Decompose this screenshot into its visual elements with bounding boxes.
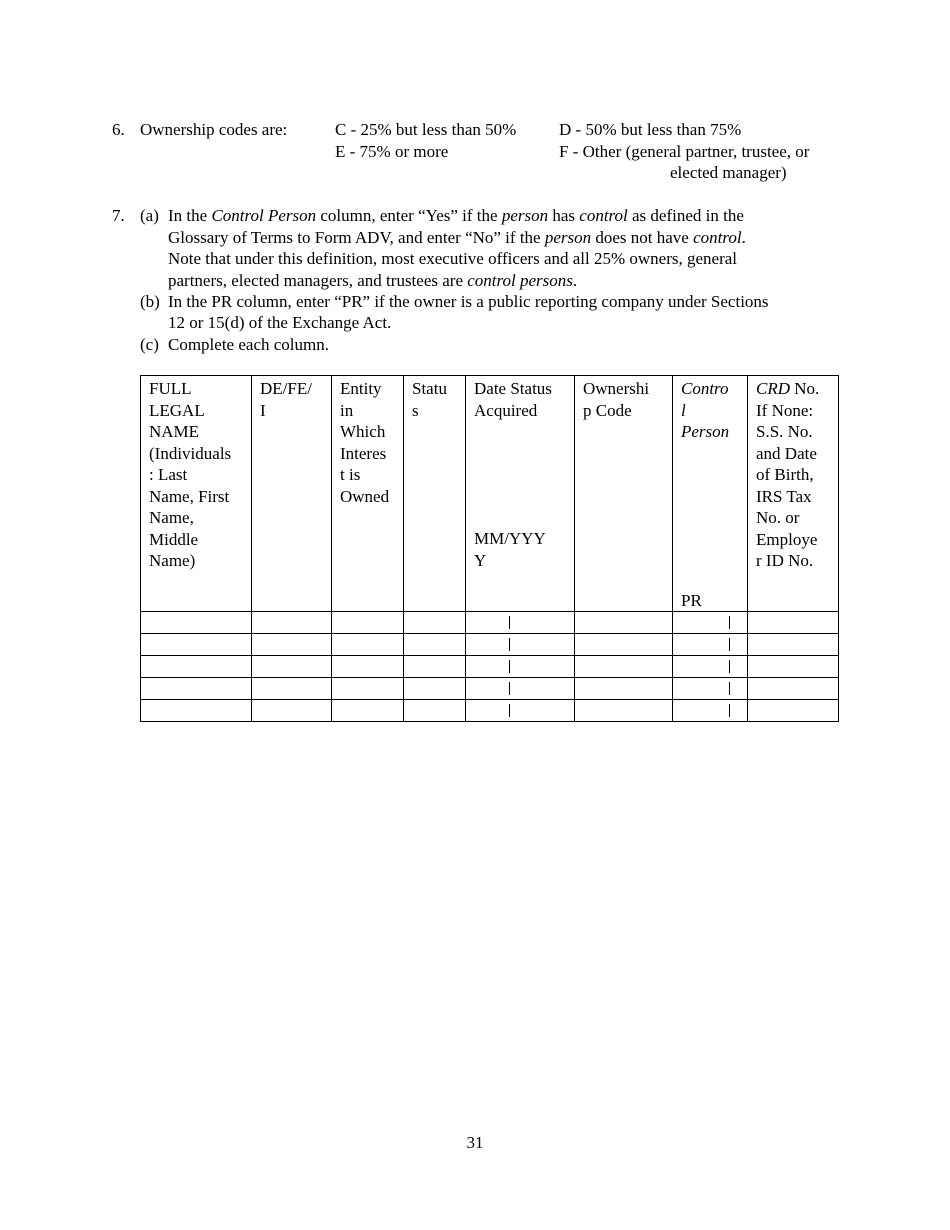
table-cell[interactable] — [748, 634, 839, 656]
item-7a-line — [168, 227, 746, 249]
item-7c-line1: Complete each column. — [168, 335, 329, 354]
field-divider-mark — [729, 660, 730, 673]
table-cell[interactable] — [252, 678, 332, 700]
table-cell[interactable] — [575, 656, 673, 678]
table-header-row — [141, 376, 839, 612]
table-cell[interactable] — [141, 678, 252, 700]
item-7c-label: (c) — [140, 335, 159, 354]
header-ownership-code: Ownershi p Code — [575, 376, 673, 612]
crd-rest: No. If None: S.S. No. and Date of Birth, IRS Tax No. or Employe r ID No. — [756, 379, 820, 570]
table-cell[interactable] — [332, 678, 404, 700]
item-7a-label: (a) — [140, 206, 159, 225]
table-cell[interactable] — [466, 634, 575, 656]
field-divider-mark — [729, 704, 730, 717]
item-7b-line2: 12 or 15(d) of the Exchange Act. — [168, 313, 392, 332]
item-7a-line — [168, 248, 737, 270]
table-cell[interactable] — [748, 656, 839, 678]
table-cell[interactable] — [575, 700, 673, 722]
table-cell[interactable] — [404, 612, 466, 634]
header-status: Statu s — [404, 376, 466, 612]
table-row — [141, 656, 839, 678]
table-cell[interactable] — [141, 634, 252, 656]
table-cell[interactable] — [141, 656, 252, 678]
header-control-person: Contro l Person PR — [673, 376, 748, 612]
table-cell[interactable] — [575, 612, 673, 634]
field-divider-mark — [729, 682, 730, 695]
text-segment: as defined in the — [627, 206, 744, 225]
item-7a-line — [168, 205, 744, 227]
header-crd-number — [748, 376, 839, 612]
table-cell[interactable] — [404, 678, 466, 700]
ownership-code-f-line1: F - Other (general partner, trustee, or — [559, 142, 810, 161]
pr-label: PR — [681, 590, 702, 610]
table-cell[interactable] — [404, 656, 466, 678]
table-cell[interactable] — [748, 700, 839, 722]
text-segment: does not have — [591, 227, 694, 247]
table-cell[interactable] — [332, 634, 404, 656]
table-cell[interactable] — [673, 634, 748, 656]
italic-term: control — [693, 227, 742, 247]
ownership-code-f-line2: elected manager) — [670, 163, 787, 182]
table-cell[interactable] — [673, 678, 748, 700]
item-7b-line1: In the PR column, enter “PR” if the owner is a public reporting company under Sections — [168, 292, 769, 311]
table-cell[interactable] — [673, 612, 748, 634]
italic-term: Control Person — [211, 206, 317, 225]
ownership-code-c: C - 25% but less than 50% — [335, 120, 517, 139]
table-cell[interactable] — [404, 634, 466, 656]
text-segment: partners, elected managers, and trustees are — [168, 270, 468, 290]
field-divider-mark — [729, 616, 730, 629]
table-cell[interactable] — [252, 656, 332, 678]
table-cell[interactable] — [673, 700, 748, 722]
italic-term: person — [544, 227, 592, 247]
italic-term: person — [501, 206, 549, 225]
table-cell[interactable] — [466, 678, 575, 700]
ownership-code-e: E - 75% or more — [335, 142, 449, 161]
table-row — [141, 700, 839, 722]
table-cell[interactable] — [575, 634, 673, 656]
item-6-label: Ownership codes are: — [140, 120, 288, 139]
item-6-number: 6. — [112, 120, 125, 139]
table-cell[interactable] — [748, 612, 839, 634]
field-divider-mark — [729, 638, 730, 651]
field-divider-mark — [509, 638, 510, 651]
field-divider-mark — [509, 704, 510, 717]
table-cell[interactable] — [252, 700, 332, 722]
table-cell[interactable] — [252, 612, 332, 634]
header-de-fe-i: DE/FE/ I — [252, 376, 332, 612]
table-cell[interactable] — [466, 700, 575, 722]
text-segment: Glossary of Terms to Form ADV, and enter “No” if the — [168, 227, 545, 247]
text-segment: column, enter “Yes” if the — [316, 206, 502, 225]
table-row — [141, 634, 839, 656]
text-segment: . — [572, 270, 578, 290]
text-segment: . — [741, 227, 746, 247]
item-7-number: 7. — [112, 206, 125, 225]
text-segment: has — [548, 206, 580, 225]
table-cell[interactable] — [252, 634, 332, 656]
table-cell[interactable] — [575, 678, 673, 700]
page-number: 31 — [466, 1133, 484, 1152]
header-date-status-acquired: Date Status Acquired MM/YYY Y — [466, 376, 575, 612]
item-7b-label: (b) — [140, 292, 160, 311]
header-entity: Entity in Which Interes t is Owned — [332, 376, 404, 612]
text-segment: Note that under this definition, most executive officers and all 25% owners, general — [168, 249, 738, 268]
italic-term: control — [579, 206, 628, 225]
table-cell[interactable] — [404, 700, 466, 722]
field-divider-mark — [509, 616, 510, 629]
table-cell[interactable] — [466, 612, 575, 634]
table-cell[interactable] — [332, 656, 404, 678]
crd-italic: CRD — [756, 379, 790, 398]
table-cell[interactable] — [332, 612, 404, 634]
field-divider-mark — [509, 682, 510, 695]
table-row — [141, 678, 839, 700]
table-cell[interactable] — [141, 612, 252, 634]
header-full-legal-name: FULL LEGAL NAME (Individuals : Last Name, First Name, Middle Name) — [141, 376, 252, 612]
table-cell[interactable] — [466, 656, 575, 678]
ownership-table — [140, 375, 839, 722]
table-row — [141, 612, 839, 634]
table-cell[interactable] — [673, 656, 748, 678]
table-cell[interactable] — [748, 678, 839, 700]
item-7a-line — [168, 270, 577, 292]
ownership-code-d: D - 50% but less than 75% — [559, 120, 742, 139]
field-divider-mark — [509, 660, 510, 673]
date-format-label: MM/YYY Y — [474, 529, 546, 570]
table-cell[interactable] — [141, 700, 252, 722]
italic-term: control persons — [467, 270, 573, 290]
text-segment: In the — [168, 206, 212, 225]
table-cell[interactable] — [332, 700, 404, 722]
